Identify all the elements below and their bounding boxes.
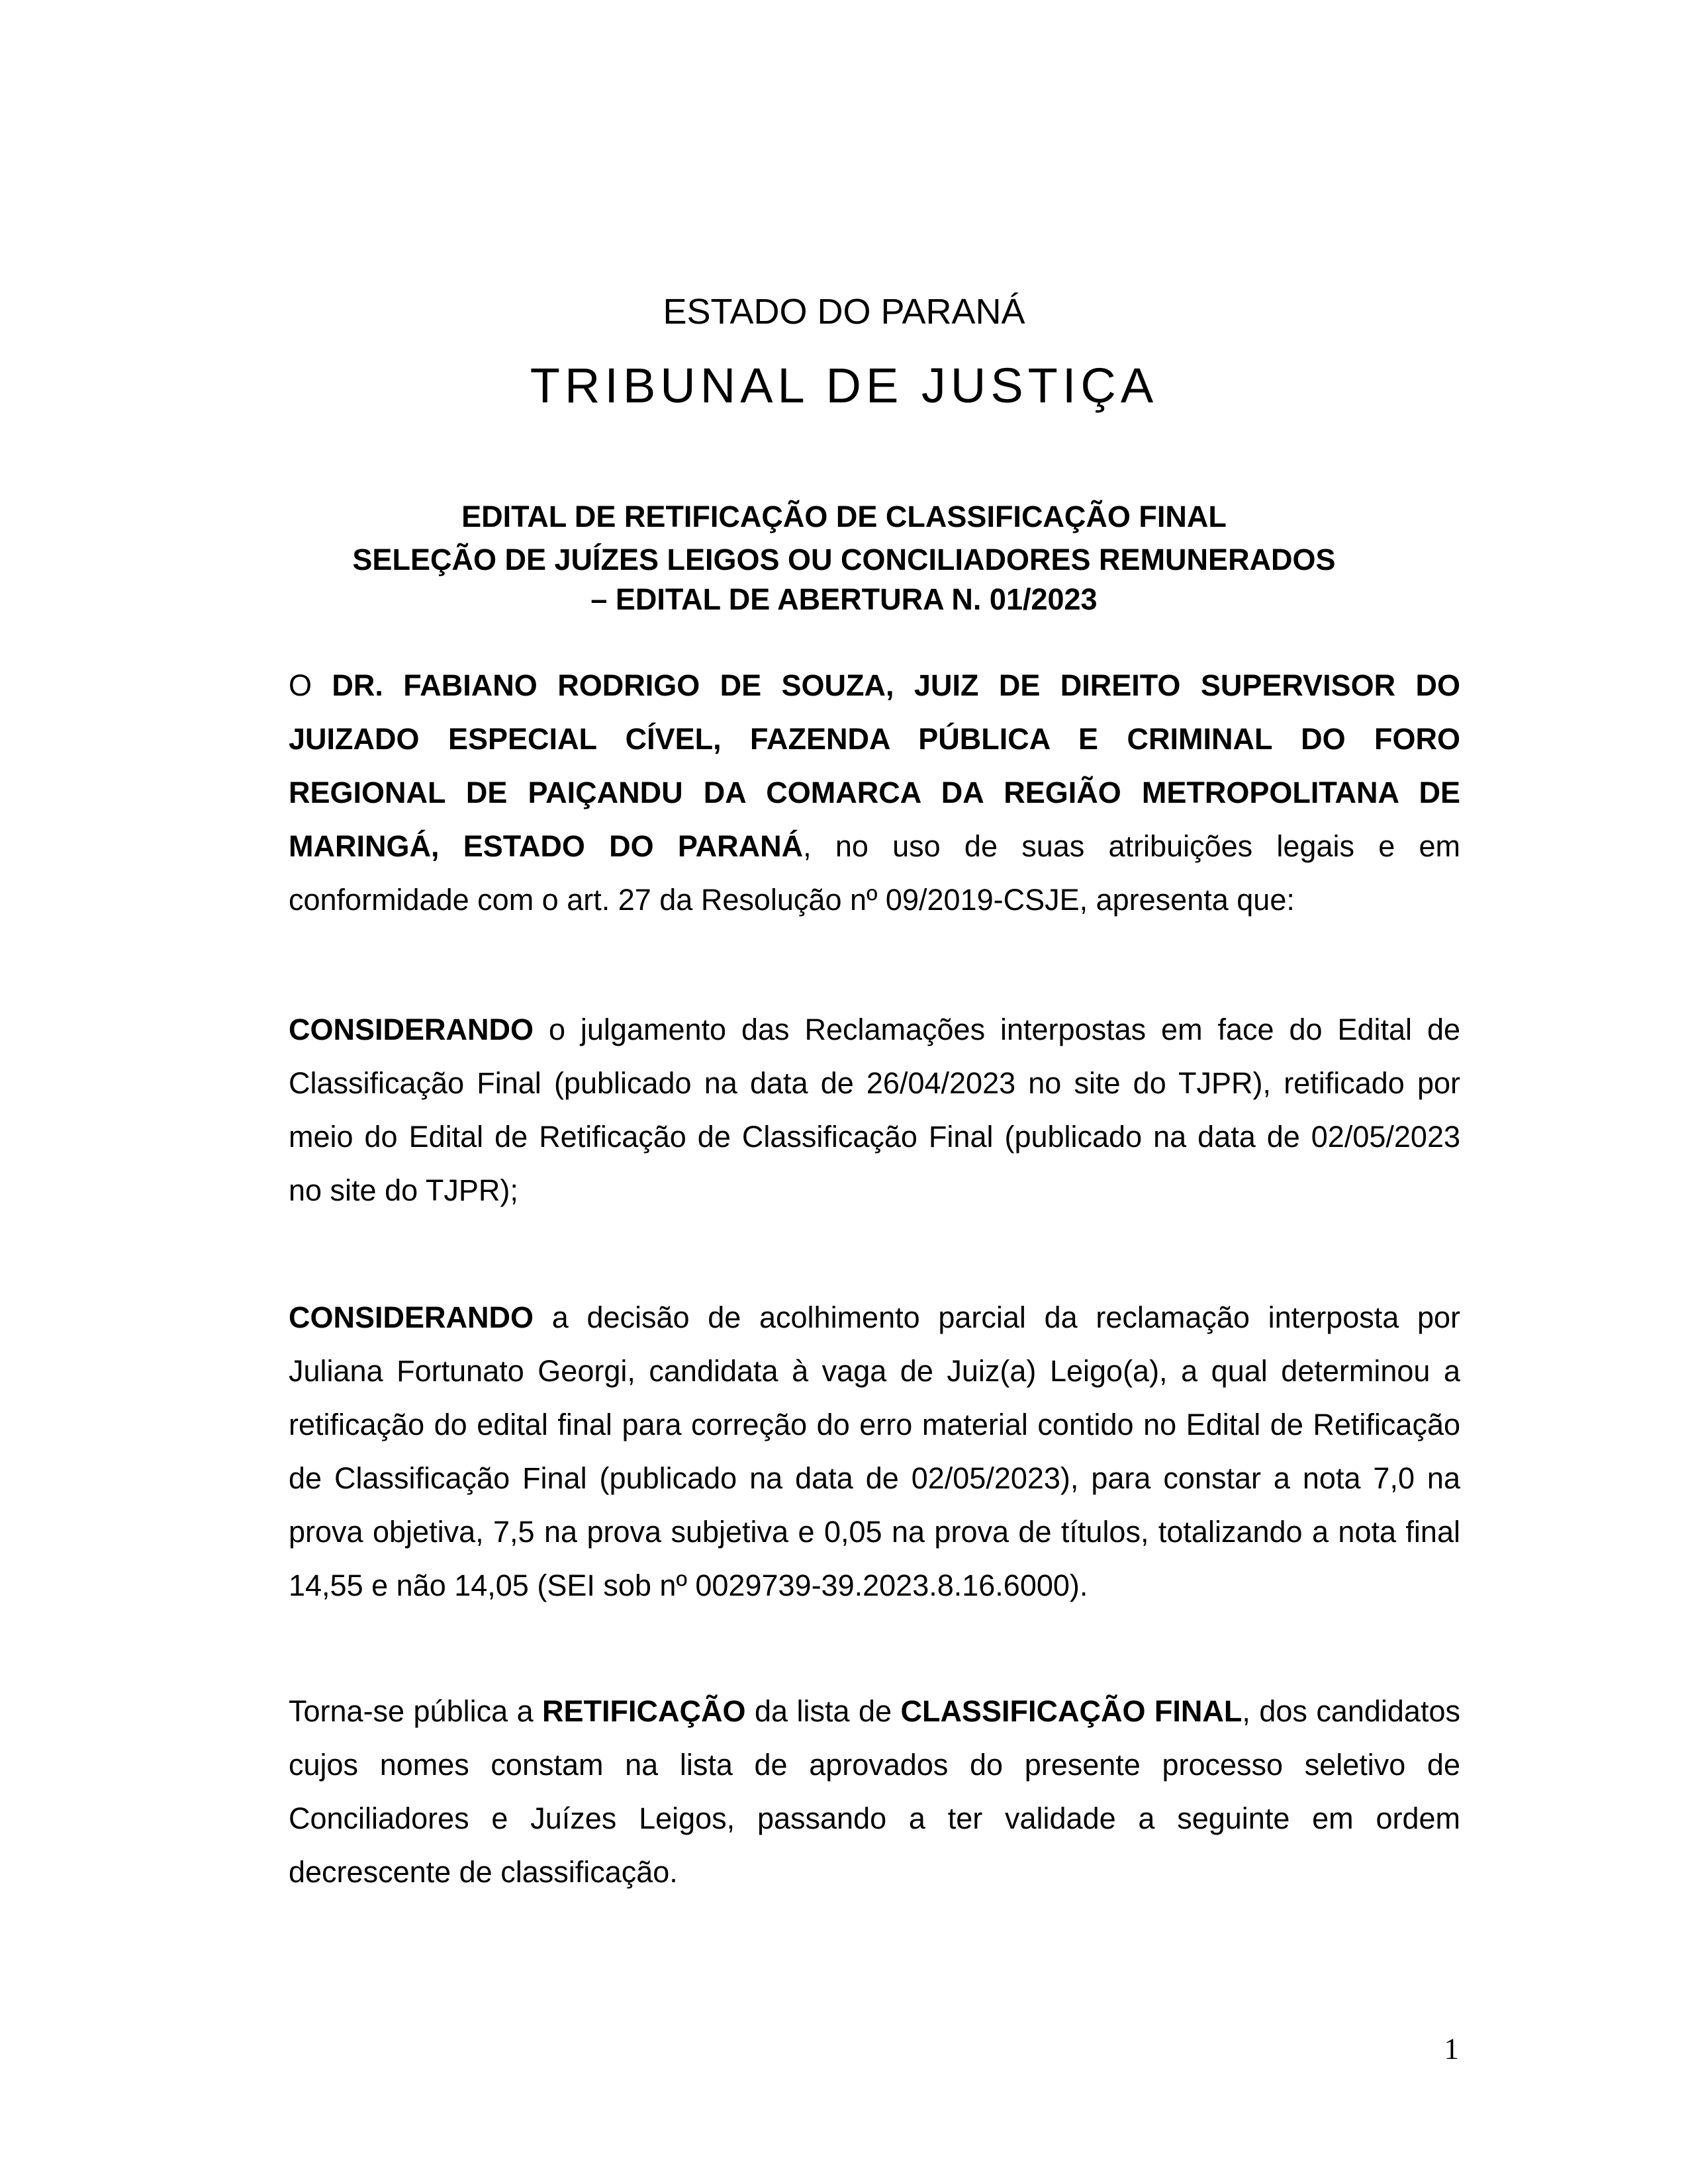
considering-keyword-1: CONSIDERANDO	[289, 1013, 534, 1046]
state-heading: ESTADO DO PARANÁ	[663, 292, 1025, 332]
intro-rest: , no uso de suas atribuições legais e em conformidade com o art. 27 da Resolução nº 09/2019-CSJE, apresenta que:	[289, 829, 1461, 917]
considering-keyword-2: CONSIDERANDO	[289, 1300, 534, 1334]
considering-text-2: a decisão de acolhimento parcial da reclamação interposta por Juliana Fortunato Georgi, candidata à vaga de Juiz(a) Leigo(a), a qual determinou a retificação do edital final para correção do erro material contido no Edital de Retificação de Classificação Final (publicado na data de 02/05/2023), para constar a nota 7,0 na prova objetiva, 7,5 na prova subjetiva e 0,05 na prova de títulos, totalizando a nota final 14,55 e não 14,05 (SEI sob nº 0029739-39.2023.8.16.6000).	[289, 1300, 1460, 1602]
publication-text-2: da lista de	[745, 1694, 901, 1728]
intro-prefix: O	[289, 668, 332, 702]
publication-text-3: , dos candidatos cujos nomes constam na lista de aprovados do presente processo seletivo de Conciliadores e Juízes Leigos, passando a ter validade a seguinte em ordem decrescente de classificação.	[289, 1694, 1460, 1889]
publication-text-1: Torna-se pública a	[289, 1694, 543, 1728]
edital-title-block	[0, 493, 1688, 619]
edital-title: EDITAL DE RETIFICAÇÃO DE CLASSIFICAÇÃO FINAL	[461, 500, 1227, 533]
intro-judge-name: DR. FABIANO RODRIGO DE SOUZA, JUIZ DE DIREITO SUPERVISOR DO JUIZADO ESPECIAL CÍVEL, FAZENDA PÚBLICA E CRIMINAL DO FORO REGIONAL DE PAIÇANDU DA COMARCA DA REGIÃO METROPOLITANA DE MARINGÁ, ESTADO DO PARANÁ	[289, 668, 1460, 863]
court-heading: TRIBUNAL DE JUSTIÇA	[530, 358, 1158, 413]
considering-paragraph-2	[289, 1291, 1460, 1612]
intro-paragraph	[289, 659, 1460, 927]
edital-subtitle: SELEÇÃO DE JUÍZES LEIGOS OU CONCILIADORES REMUNERADOS	[352, 543, 1336, 576]
publication-paragraph	[289, 1684, 1460, 1899]
edital-reference: – EDITAL DE ABERTURA N. 01/2023	[590, 582, 1098, 616]
page-number: 1	[1444, 2032, 1459, 2066]
considering-paragraph-1	[289, 1003, 1460, 1217]
considering-text-1: o julgamento das Reclamações interpostas em face do Edital de Classificação Final (publicado na data de 26/04/2023 no site do TJPR), retificado por meio do Edital de Retificação de Classificação Final (publicado na data de 02/05/2023 no site do TJPR);	[289, 1013, 1460, 1207]
publication-bold-retificacao: RETIFICAÇÃO	[542, 1694, 746, 1728]
publication-bold-classificacao: CLASSIFICAÇÃO FINAL	[900, 1694, 1243, 1728]
